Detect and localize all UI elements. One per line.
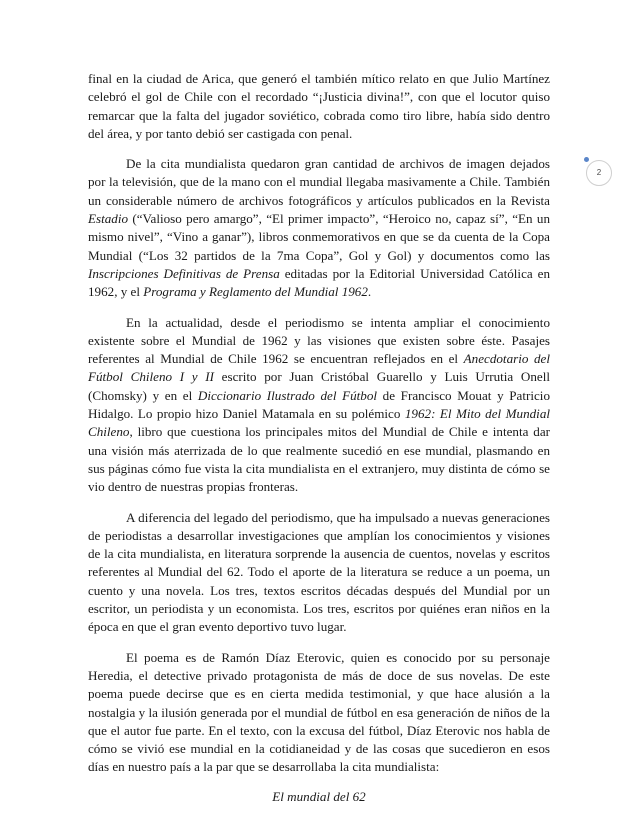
italic-title-text: Programa y Reglamento del Mundial 1962 bbox=[143, 284, 368, 300]
text-run: El poema es de Ramón Díaz Eterovic, quien es conocido por su personaje Heredia, el detective privado protagonista de más de doce de sus novelas. De este poema puede decirse que es en cierta medida testimonial, y que hace alusión a la nostalgia y la ilusión generada por el mundial de fútbol en esa generación de niños de la que el autor fue parte. En el texto, con la excusa del fútbol, Díaz Eterovic nos habla de cómo se vivió ese mundial en la cotidianeidad y de las cosas que sucedieron en esos días en nuestro país a la par que se desarrollaba la cita mundialista: bbox=[88, 649, 550, 775]
paragraph-2 bbox=[88, 155, 550, 301]
poem-title: El mundial del 62 bbox=[272, 788, 366, 804]
text-run: . bbox=[367, 284, 372, 300]
page-number: 2 bbox=[596, 168, 602, 177]
paragraph-1 bbox=[88, 70, 550, 143]
italic-title-text: Diccionario Ilustrado del Fútbol bbox=[197, 387, 378, 403]
text-run: , libro que cuestiona los principales mitos del Mundial de Chile e intenta dar una visión más aterrizada de lo que realmente sucedió en ese mundial, plasmando en sus páginas cómo fue vista la cita mundialista en el extranjero, muy distinta de cómo se vio dentro de nuestras propias fronteras. bbox=[88, 424, 550, 495]
paragraph-5 bbox=[88, 649, 550, 777]
paragraph-3 bbox=[88, 314, 550, 497]
paragraph-4 bbox=[88, 509, 550, 637]
text-run: de Francisco Mouat y Patricio Hidalgo. Lo propio hizo Daniel Matamala en su polémico bbox=[88, 387, 550, 422]
italic-title-text: Inscripciones Definitivas de Prensa bbox=[88, 265, 280, 281]
text-run: De la cita mundialista quedaron gran cantidad de archivos de imagen dejados por la televisión, que de la mano con el mundial llegaba masivamente a Chile. También un considerable número de archivos fotográficos y artículos publicados en la Revista bbox=[88, 156, 550, 208]
text-run: escrito por Juan Cristóbal Guarello y Luis Urrutia Onell (Chomsky) y en el bbox=[88, 369, 550, 403]
text-run: En la actualidad, desde el periodismo se intenta ampliar el conocimiento existente sobre el Mundial de 1962 y las visiones que existen sobre éste. Pasajes referentes al Mundial de Chile 1962 se encuentran reflejados en el bbox=[88, 314, 550, 367]
text-run: (“Valioso pero amargo”, “El primer impacto”, “Heroico no, capaz sí”, “En un mismo nivel”, “Vino a ganar”), libros conmemorativos en que se da cuenta de la Copa Mundial (“Los 32 partidos de la 7ma Copa”, Gol y Gol) y documentos como las bbox=[88, 211, 550, 263]
italic-title-text: Anecdotario del Fútbol Chileno I y II bbox=[88, 351, 550, 385]
text-run: editadas por la Editorial Universidad Católica en 1962, y el bbox=[88, 265, 550, 300]
italic-title-text: Estadio bbox=[88, 211, 129, 227]
document-body bbox=[88, 70, 550, 805]
text-run: final en la ciudad de Arica, que generó el también mítico relato en que Julio Martínez celebró el gol de Chile con el recordado “¡Justicia divina!”, con que el locutor quiso remarcar que la falta del jugador soviético, cobrada como tiro libre, había sido dentro del área, y por tanto debió ser castigada con penal. bbox=[88, 71, 550, 141]
page-number-badge bbox=[586, 160, 612, 186]
text-run: A diferencia del legado del periodismo, que ha impulsado a nuevas generaciones de periodistas a desarrollar investigaciones que amplían los conocimientos y visiones de la cita mundialista, en literatura sorprende la ausencia de cuentos, novelas y escritos referentes al Mundial del 62. Todo el aporte de la literatura se reduce a un poema, un cuento y una novela. Los tres, textos escritos décadas después del Mundial por un escritor, un periodista y un economista. Los tres, escritos por quiénes eran niños en la época en que el gran evento deportivo tuvo lugar. bbox=[88, 509, 550, 635]
italic-title-text: 1962: El Mito del Mundial Chileno bbox=[88, 406, 551, 440]
